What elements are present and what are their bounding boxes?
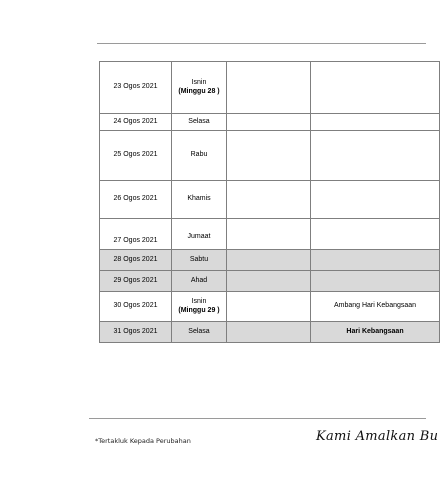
table-row <box>100 62 440 114</box>
date-cell: 27 Ogos 2021 <box>100 219 172 250</box>
day-name: Isnin <box>191 79 207 87</box>
note-cell <box>311 181 440 219</box>
note-cell <box>311 114 440 131</box>
table-row <box>100 131 440 181</box>
note-cell <box>311 131 440 181</box>
holiday-cell: Hari Kebangsaan <box>311 322 440 343</box>
top-rule <box>97 43 426 44</box>
schedule-table <box>99 61 440 343</box>
date-cell: 30 Ogos 2021 <box>100 292 172 322</box>
activity-cell <box>227 62 311 114</box>
day-cell <box>172 62 227 114</box>
week-label: (Minggu 28 ) <box>178 87 220 95</box>
day-cell: Sabtu <box>172 250 227 271</box>
date-cell: 24 Ogos 2021 <box>100 114 172 131</box>
motto-text: Kami Amalkan Bu <box>316 429 439 444</box>
day-name: Isnin <box>191 298 207 306</box>
activity-cell <box>227 322 311 343</box>
date-cell: 29 Ogos 2021 <box>100 271 172 292</box>
bottom-rule <box>89 418 426 419</box>
day-cell: Ahad <box>172 271 227 292</box>
table-row <box>100 292 440 322</box>
date-cell: 25 Ogos 2021 <box>100 131 172 181</box>
day-cell: Jumaat <box>172 219 227 250</box>
activity-cell <box>227 181 311 219</box>
day-cell <box>172 292 227 322</box>
day-cell: Selasa <box>172 322 227 343</box>
disclaimer-note: *Tertakluk Kepada Perubahan <box>95 437 191 445</box>
date-cell: 31 Ogos 2021 <box>100 322 172 343</box>
table-row <box>100 250 440 271</box>
date-cell: 28 Ogos 2021 <box>100 250 172 271</box>
day-cell: Rabu <box>172 131 227 181</box>
note-cell <box>311 219 440 250</box>
note-cell <box>311 62 440 114</box>
activity-cell <box>227 271 311 292</box>
date-cell: 23 Ogos 2021 <box>100 62 172 114</box>
activity-cell <box>227 292 311 322</box>
day-cell: Selasa <box>172 114 227 131</box>
table-row <box>100 271 440 292</box>
table-row <box>100 322 440 343</box>
note-cell <box>311 271 440 292</box>
table-row <box>100 181 440 219</box>
activity-cell <box>227 219 311 250</box>
week-label: (Minggu 29 ) <box>178 306 220 314</box>
date-cell: 26 Ogos 2021 <box>100 181 172 219</box>
note-cell <box>311 250 440 271</box>
note-cell: Ambang Hari Kebangsaan <box>311 292 440 322</box>
activity-cell <box>227 114 311 131</box>
day-cell: Khamis <box>172 181 227 219</box>
table-row <box>100 114 440 131</box>
activity-cell <box>227 250 311 271</box>
activity-cell <box>227 131 311 181</box>
table-row <box>100 219 440 250</box>
